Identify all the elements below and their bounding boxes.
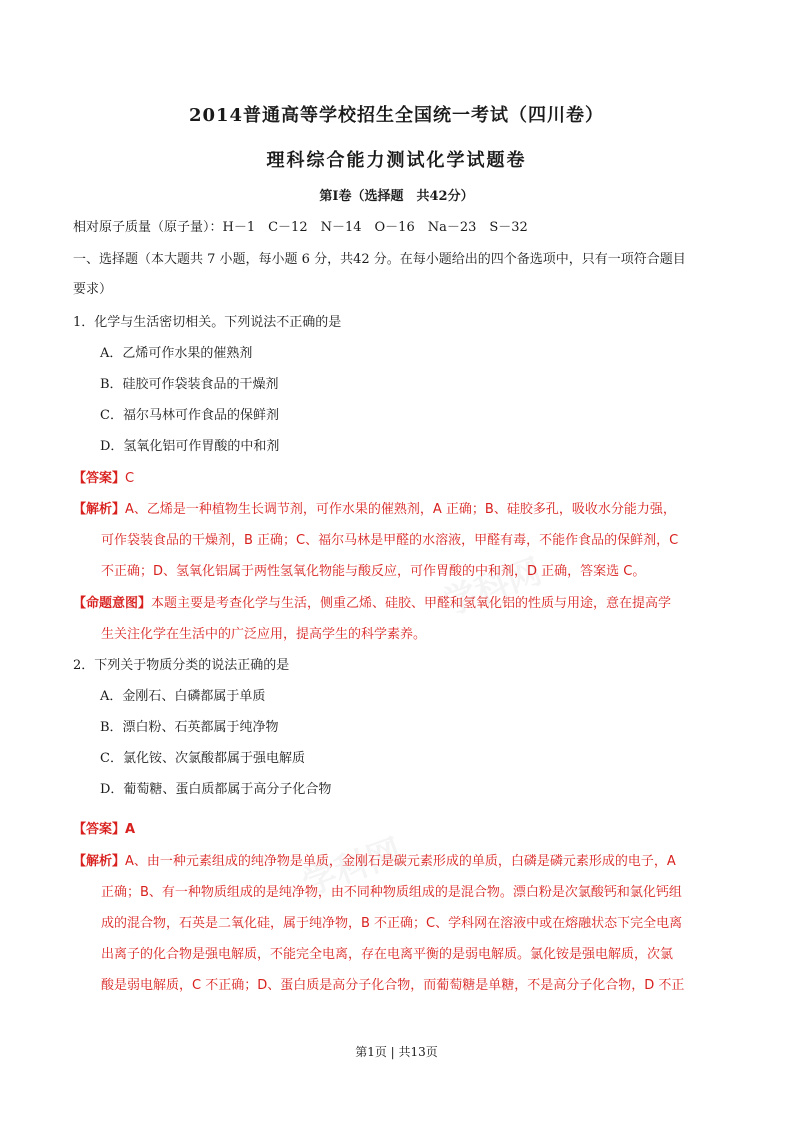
exam-title: 2014普通高等学校招生全国统一考试（四川卷）	[188, 105, 605, 126]
analysis-line: 酸是弱电解质，C 不正确；D、蛋白质是高分子化合物，而葡萄糖是单糖，不是高分子化合物，D 不正	[101, 978, 685, 993]
intent-tag: 【命题意图】	[73, 596, 152, 611]
instruction-line: 一、选择题（本大题共 7 小题，每小题 6 分，共42 分。在每小题给出的四个备选项中，只有一项符合题目	[73, 252, 686, 267]
analysis-line: 正确；B、有一种物质组成的是纯净物，由不同种物质组成的是混合物。漂白粉是次氯酸钙和氯化钙组	[101, 885, 682, 900]
option-d: D．葡萄糖、蛋白质都属于高分子化合物	[100, 782, 332, 797]
option-b: B．漂白粉、石英都属于纯净物	[100, 720, 279, 735]
analysis-line: 可作袋装食品的干燥剂，B 正确；C、福尔马林是甲醛的水溶液，甲醛有毒，不能作食品的保鲜剂，C	[101, 533, 679, 548]
option-c: C．福尔马林可作食品的保鲜剂	[100, 408, 279, 423]
page-footer: 第1页 | 共13页	[355, 1045, 438, 1059]
option-c: C．氯化铵、次氯酸都属于强电解质	[100, 751, 305, 766]
analysis-line: 【解析】A、由一种元素组成的纯净物是单质，金刚石是碳元素形成的单质，白磷是磷元素形成的电子，A	[73, 854, 676, 869]
answer-row	[73, 818, 135, 837]
analysis-tag: 【解析】	[73, 502, 126, 517]
analysis-line: 不正确；D、氢氧化铝属于两性氢氧化物能与酸反应，可作胃酸的中和剂，D 正确，答案选 C。	[101, 564, 646, 579]
question-1-stem: 1．化学与生活密切相关。下列说法不正确的是	[73, 315, 342, 330]
intent-line: 生关注化学在生活中的广泛应用，提高学生的科学素养。	[101, 627, 427, 642]
analysis-line: 【解析】A、乙烯是一种植物生长调节剂，可作水果的催熟剂，A 正确；B、硅胶多孔，吸收水分能力强，	[73, 502, 676, 517]
option-a: A．金刚石、白磷都属于单质	[100, 689, 266, 704]
exam-subtitle: 理科综合能力测试化学试题卷	[266, 150, 527, 171]
option-d: D．氢氧化铝可作胃酸的中和剂	[100, 439, 280, 454]
analysis-line: 成的混合物，石英是二氧化硅，属于纯净物，B 不正确；C、学科网在溶液中或在熔融状态下完全电离	[101, 916, 683, 931]
intent-line: 【命题意图】本题主要是考查化学与生活，侧重乙烯、硅胶、甲醛和氢氧化铝的性质与用途，意在提高学	[73, 596, 672, 611]
answer-tag: 【答案】	[73, 471, 126, 486]
answer-tag: 【答案】	[73, 822, 126, 837]
atomic-mass-line: 相对原子质量（原子量）：H－1 C－12 N－14 O－16 Na－23 S－32	[73, 220, 528, 235]
instruction-line: 要求）	[73, 282, 113, 297]
answer-value: A	[125, 822, 136, 837]
answer-value: C	[125, 471, 135, 486]
option-b: B．硅胶可作袋装食品的干燥剂	[100, 377, 279, 392]
option-a: A．乙烯可作水果的催熟剂	[100, 346, 253, 361]
answer-row	[73, 467, 134, 486]
watermark: 学科网	[297, 831, 407, 905]
watermark: 学科网	[437, 551, 547, 625]
section-heading: 第Ⅰ卷（选择题 共42分）	[319, 189, 474, 204]
question-2-stem: 2．下列关于物质分类的说法正确的是	[73, 658, 290, 673]
analysis-tag: 【解析】	[73, 854, 126, 869]
analysis-line: 出离子的化合物是强电解质，不能完全电离，存在电离平衡的是弱电解质。氯化铵是强电解质，次氯	[101, 947, 674, 962]
